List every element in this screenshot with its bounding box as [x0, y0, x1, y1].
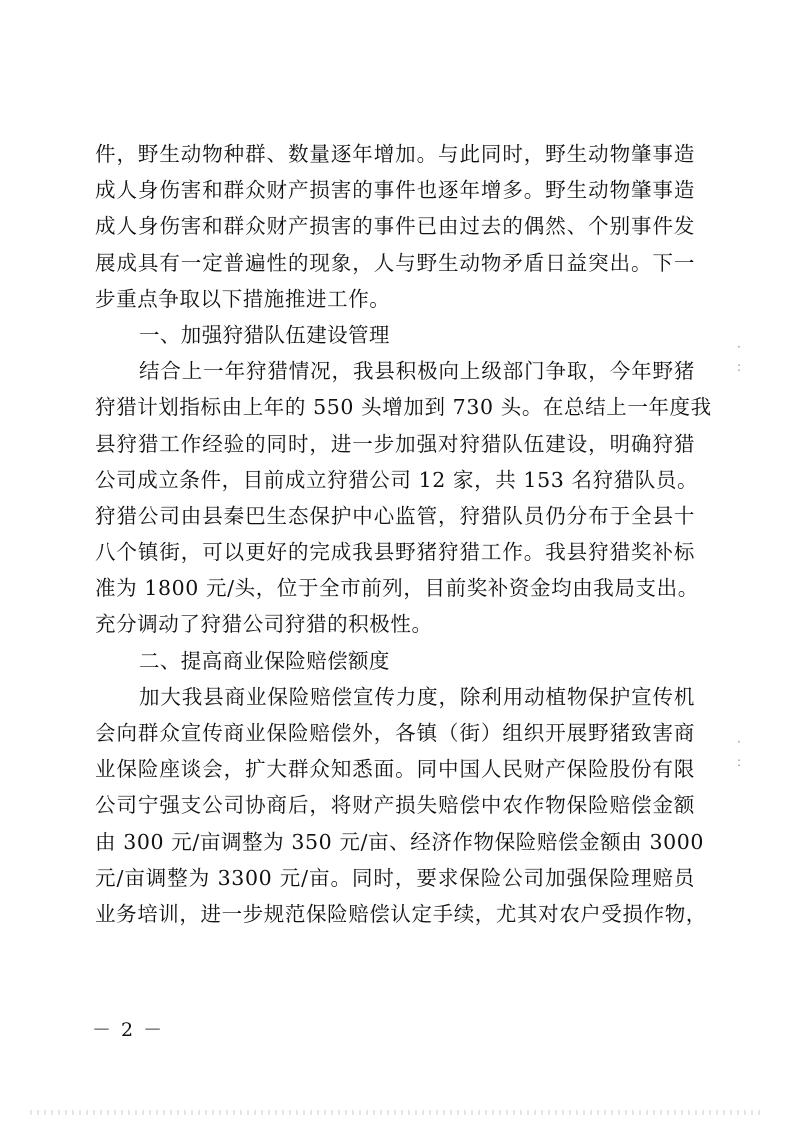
paragraph-line: 会向群众宣传商业保险赔偿外，各镇（街）组织开展野猪致害商: [95, 721, 695, 745]
paragraph-line: 由 300 元/亩调整为 350 元/亩、经济作物保险赔偿金额由 3000: [95, 829, 705, 854]
paragraph-line: 八个镇街，可以更好的完成我县野猪狩猎工作。我县狩猎奖补标: [95, 540, 695, 565]
paragraph-line: 成人身伤害和群众财产损害的事件也逐年增多。野生动物肇事造: [95, 178, 695, 203]
paragraph-line: 步重点争取以下措施推进工作。: [95, 286, 391, 311]
scan-edge-noise: [30, 1110, 760, 1115]
paragraph-line: 加大我县商业保险赔偿宣传力度，除利用动植物保护宣传机: [139, 684, 695, 709]
scan-artifact-mark: ·: [737, 340, 741, 354]
paragraph-line: 业务培训，进一步规范保险赔偿认定手续，尤其对农户受损作物，: [95, 901, 707, 926]
paragraph-line: 狩猎公司由县秦巴生态保护中心监管，狩猎队员仍分布于全县十: [95, 503, 695, 528]
paragraph-line: 业保险座谈会，扩大群众知悉面。同中国人民财产保险股份有限: [95, 757, 695, 782]
document-body: [95, 136, 712, 932]
paragraph-line: 准为 1800 元/头，位于全市前列，目前奖补资金均由我局支出。: [95, 576, 699, 601]
paragraph-line: 元/亩调整为 3300 元/亩。同时，要求保险公司加强保险理赔员: [95, 865, 695, 890]
scan-artifact-mark: :: [737, 755, 742, 769]
page-number: － 2 －: [92, 1019, 165, 1041]
section-heading-insurance: 二、提高商业保险赔偿额度: [139, 648, 390, 673]
paragraph-line: 件，野生动物种群、数量逐年增加。与此同时，野生动物肇事造: [95, 142, 695, 166]
paragraph-line: 结合上一年狩猎情况，我县积极向上级部门争取，今年野猪: [139, 359, 695, 384]
paragraph-line: 狩猎计划指标由上年的 550 头增加到 730 头。在总结上一年度我: [95, 395, 712, 420]
scan-artifact-mark: ·: [737, 735, 741, 749]
paragraph-line: 公司成立条件，目前成立狩猎公司 12 家，共 153 名狩猎队员。: [95, 467, 699, 492]
paragraph-line: 成人身伤害和群众财产损害的事件已由过去的偶然、个别事件发: [95, 214, 695, 239]
paragraph-line: 充分调动了狩猎公司狩猎的积极性。: [95, 612, 433, 637]
paragraph-line: 公司宁强支公司协商后，将财产损失赔偿中农作物保险赔偿金额: [95, 793, 695, 818]
paragraph-line: 展成具有一定普遍性的现象，人与野生动物矛盾日益突出。下一: [95, 250, 695, 275]
paragraph-line: 县狩猎工作经验的同时，进一步加强对狩猎队伍建设，明确狩猎: [95, 431, 695, 456]
section-heading-hunting-team: 一、加强狩猎队伍建设管理: [139, 322, 390, 347]
scan-artifact-mark: :: [737, 360, 742, 374]
